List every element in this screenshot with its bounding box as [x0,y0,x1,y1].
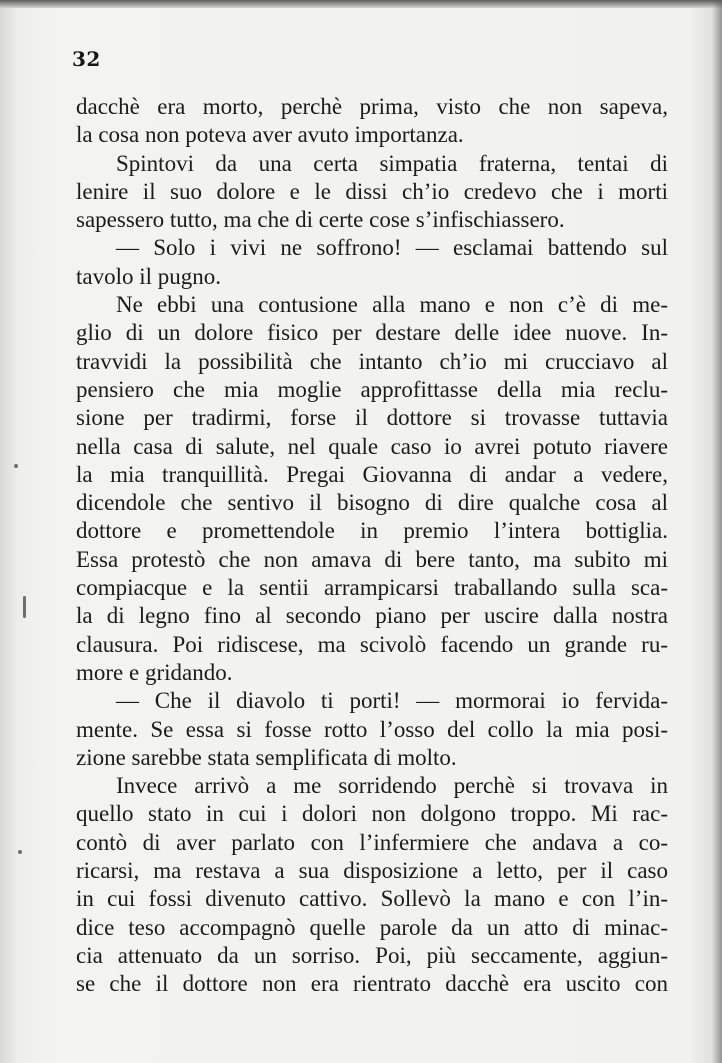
text-line: dice teso accompagnò quelle parole da un atto di minac- [76,914,668,940]
text-line: quello stato in cui i dolori non dolgono troppo. Mi rac- [76,801,668,827]
text-line: Essa protestò che non amava di bere tanto, ma subito mi [76,546,668,572]
text-line: mente. Se essa si fosse rotto l’osso del collo la mia posi- [76,716,668,742]
text-line: pensiero che mia moglie approfittasse della mia reclu- [76,376,668,402]
page-number: 32 [72,47,101,71]
text-line: — Che il diavolo ti porti! — mormorai io fervida- [116,688,668,714]
text-line: glio di un dolore fisico per destare delle idee nuove. In- [76,320,668,346]
text-line: Invece arrivò a me sorridendo perchè si trovava in [116,773,668,799]
text-line: travvidi la possibilità che intanto ch’io mi crucciavo al [76,348,668,374]
text-line: lenire il suo dolore e le dissi ch’io credevo che i morti [76,178,668,204]
scan-speck [14,464,18,468]
scan-top-edge [0,0,722,8]
text-line: dicendole che sentivo il bisogno di dire qualche cosa al [76,490,668,516]
text-line: dacchè era morto, perchè prima, visto che non sapeva, [76,94,668,119]
text-line: sione per tradirmi, forse il dottore si trovasse tuttavia [76,405,668,431]
text-line: la cosa non poteva aver avuto importanza. [76,122,464,148]
text-line: la di legno fino al secondo piano per uscire dalla nostra [76,603,668,629]
page-text [76,93,668,999]
scan-speck [18,850,22,854]
text-line: — Solo i vivi ne soffrono! — esclamai battendo sul [116,235,668,261]
text-line: ricarsi, ma restava a sua disposizione a letto, per il caso [76,858,668,884]
text-line: sapessero tutto, ma che di certe cose s’infischiassero. [76,207,565,233]
text-line: se che il dottore non era rientrato dacchè era uscito con [76,971,668,997]
text-line: in cui fossi divenuto cattivo. Sollevò la mano e con l’in- [76,886,668,912]
text-line: tavolo il pugno. [76,263,222,289]
scan-right-edge [712,0,722,1063]
text-line: contò di aver parlato con l’infermiere che andava a co- [76,829,668,855]
scan-speck [23,596,26,618]
text-line: cia attenuato da un sorriso. Poi, più seccamente, aggiun- [76,942,668,968]
text-line: clausura. Poi ridiscese, ma scivolò facendo un grande ru- [76,631,668,657]
text-line: compiacque e la sentii arrampicarsi traballando sulla sca- [76,575,668,601]
text-line: more e gridando. [76,659,233,685]
text-line: zione sarebbe stata semplificata di molto. [76,744,457,770]
text-line: Ne ebbi una contusione alla mano e non c’è di me- [116,292,668,318]
text-line: la mia tranquillità. Pregai Giovanna di andar a vedere, [76,461,668,487]
text-line: dottore e promettendole in premio l’intera bottiglia. [76,518,668,544]
text-line: nella casa di salute, nel quale caso io avrei potuto riavere [76,433,668,459]
text-line: Spintovi da una certa simpatia fraterna, tentai di [116,150,668,176]
